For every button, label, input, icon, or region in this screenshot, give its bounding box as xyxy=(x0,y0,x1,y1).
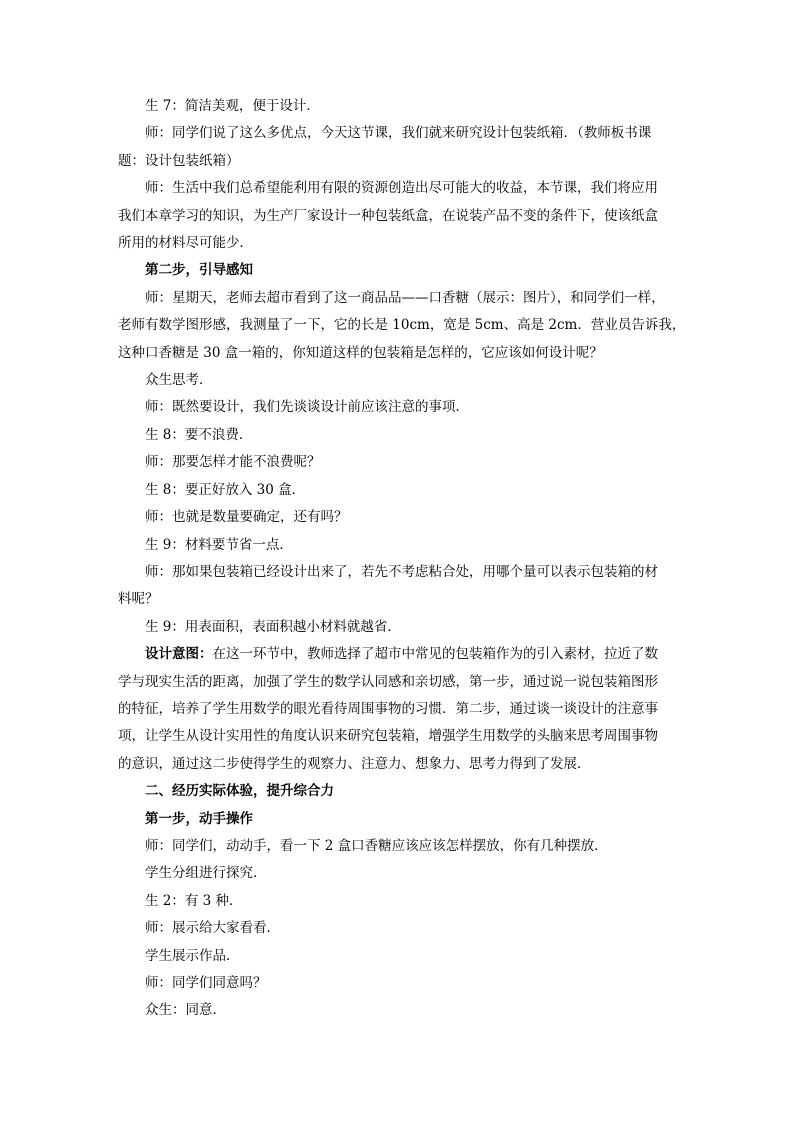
paragraph-line: 师：那要怎样才能不浪费呢？ xyxy=(145,454,321,471)
paragraph-line: 师：生活中我们总希望能利用有限的资源创造出尽可能大的收益，本节课，我们将应用 xyxy=(145,180,658,197)
paragraph-line: 学与现实生活的距离，加强了学生的数学认同感和亲切感，第一步，通过说一说包装箱图形 xyxy=(118,673,658,690)
paragraph-line: 师：同学们同意吗？ xyxy=(145,975,267,991)
paragraph-line: 生 8：要不浪费． xyxy=(145,426,253,443)
paragraph-line: 师：展示给大家看看． xyxy=(145,920,280,937)
section-heading: 第二步，引导感知 xyxy=(145,262,253,279)
design-intent-label: 设计意图： xyxy=(145,646,213,663)
paragraph-line: 的意识，通过这二步使得学生的观察力、注意力、想象力、思考力得到了发展． xyxy=(118,755,591,772)
paragraph-line: 我们本章学习的知识，为生产厂家设计一种包装纸盒，在说装产品不变的条件下，使该纸盒 xyxy=(118,207,658,224)
paragraph-line: 众生：同意． xyxy=(145,1002,226,1019)
paragraph-line: 料呢？ xyxy=(118,591,159,608)
section-heading: 二、经历实际体验，提升综合力 xyxy=(145,783,334,800)
paragraph-line: 师：同学们说了这么多优点，今天这节课，我们就来研究设计包装纸箱．（教师板书课 xyxy=(145,125,652,142)
paragraph-line: 老师有数学图形感，我测量了一下，它的长是 10cm，宽是 5cm、高是 2cm．营业员告诉我， xyxy=(118,317,686,334)
paragraph-line: 众生思考． xyxy=(145,372,213,389)
paragraph-line: 师：也就是数量要确定，还有吗？ xyxy=(145,509,348,526)
paragraph-line: 学生分组进行探究． xyxy=(145,865,267,882)
paragraph-line: 师：既然要设计，我们先谈谈设计前应该注意的事项． xyxy=(145,399,469,416)
paragraph-line: 生 2：有 3 种． xyxy=(145,892,243,909)
paragraph-line: 学生展示作品． xyxy=(145,947,240,964)
paragraph-line: 师：同学们，动动手，看一下 2 盒口香糖应该应该怎样摆放，你有几种摆放． xyxy=(145,837,608,854)
paragraph-line: 师：那如果包装箱已经设计出来了，若先不考虑粘合处，用哪个量可以表示包装箱的材 xyxy=(145,563,658,580)
section-heading: 第一步，动手操作 xyxy=(145,810,253,827)
paragraph-line: 生 8：要正好放入 30 盒． xyxy=(145,481,306,498)
paragraph-line: 题：设计包装纸箱） xyxy=(118,152,240,169)
design-intent-line xyxy=(118,641,678,668)
paragraph-line: 这种口香糖是 30 盒一箱的，你知道这样的包装箱是怎样的，它应该如何设计呢？ xyxy=(118,344,603,361)
paragraph-line: 生 9：材料要节省一点． xyxy=(145,536,293,553)
paragraph-line: 师：星期天，老师去超市看到了这一商品品——口香糖（展示：图片），和同学们一样， xyxy=(145,289,665,306)
paragraph-line: 的特征，培养了学生用数学的眼光看待周围事物的习惯．第二步，通过谈一谈设计的注意事 xyxy=(118,700,658,717)
design-intent-text: 在这一环节中，教师选择了超市中常见的包装箱作为的引入素材，拉近了数 xyxy=(212,646,658,663)
paragraph-line: 生 9：用表面积，表面积越小材料就越省． xyxy=(145,618,401,635)
paragraph-line: 所用的材料尽可能少． xyxy=(118,235,253,252)
paragraph-line: 生 7：简洁美观，便于设计． xyxy=(145,98,320,114)
paragraph-line: 项，让学生从设计实用性的角度认识来研究包装箱，增强学生用数学的头脑来思考周围事物 xyxy=(118,728,658,745)
document-page xyxy=(118,93,686,1025)
